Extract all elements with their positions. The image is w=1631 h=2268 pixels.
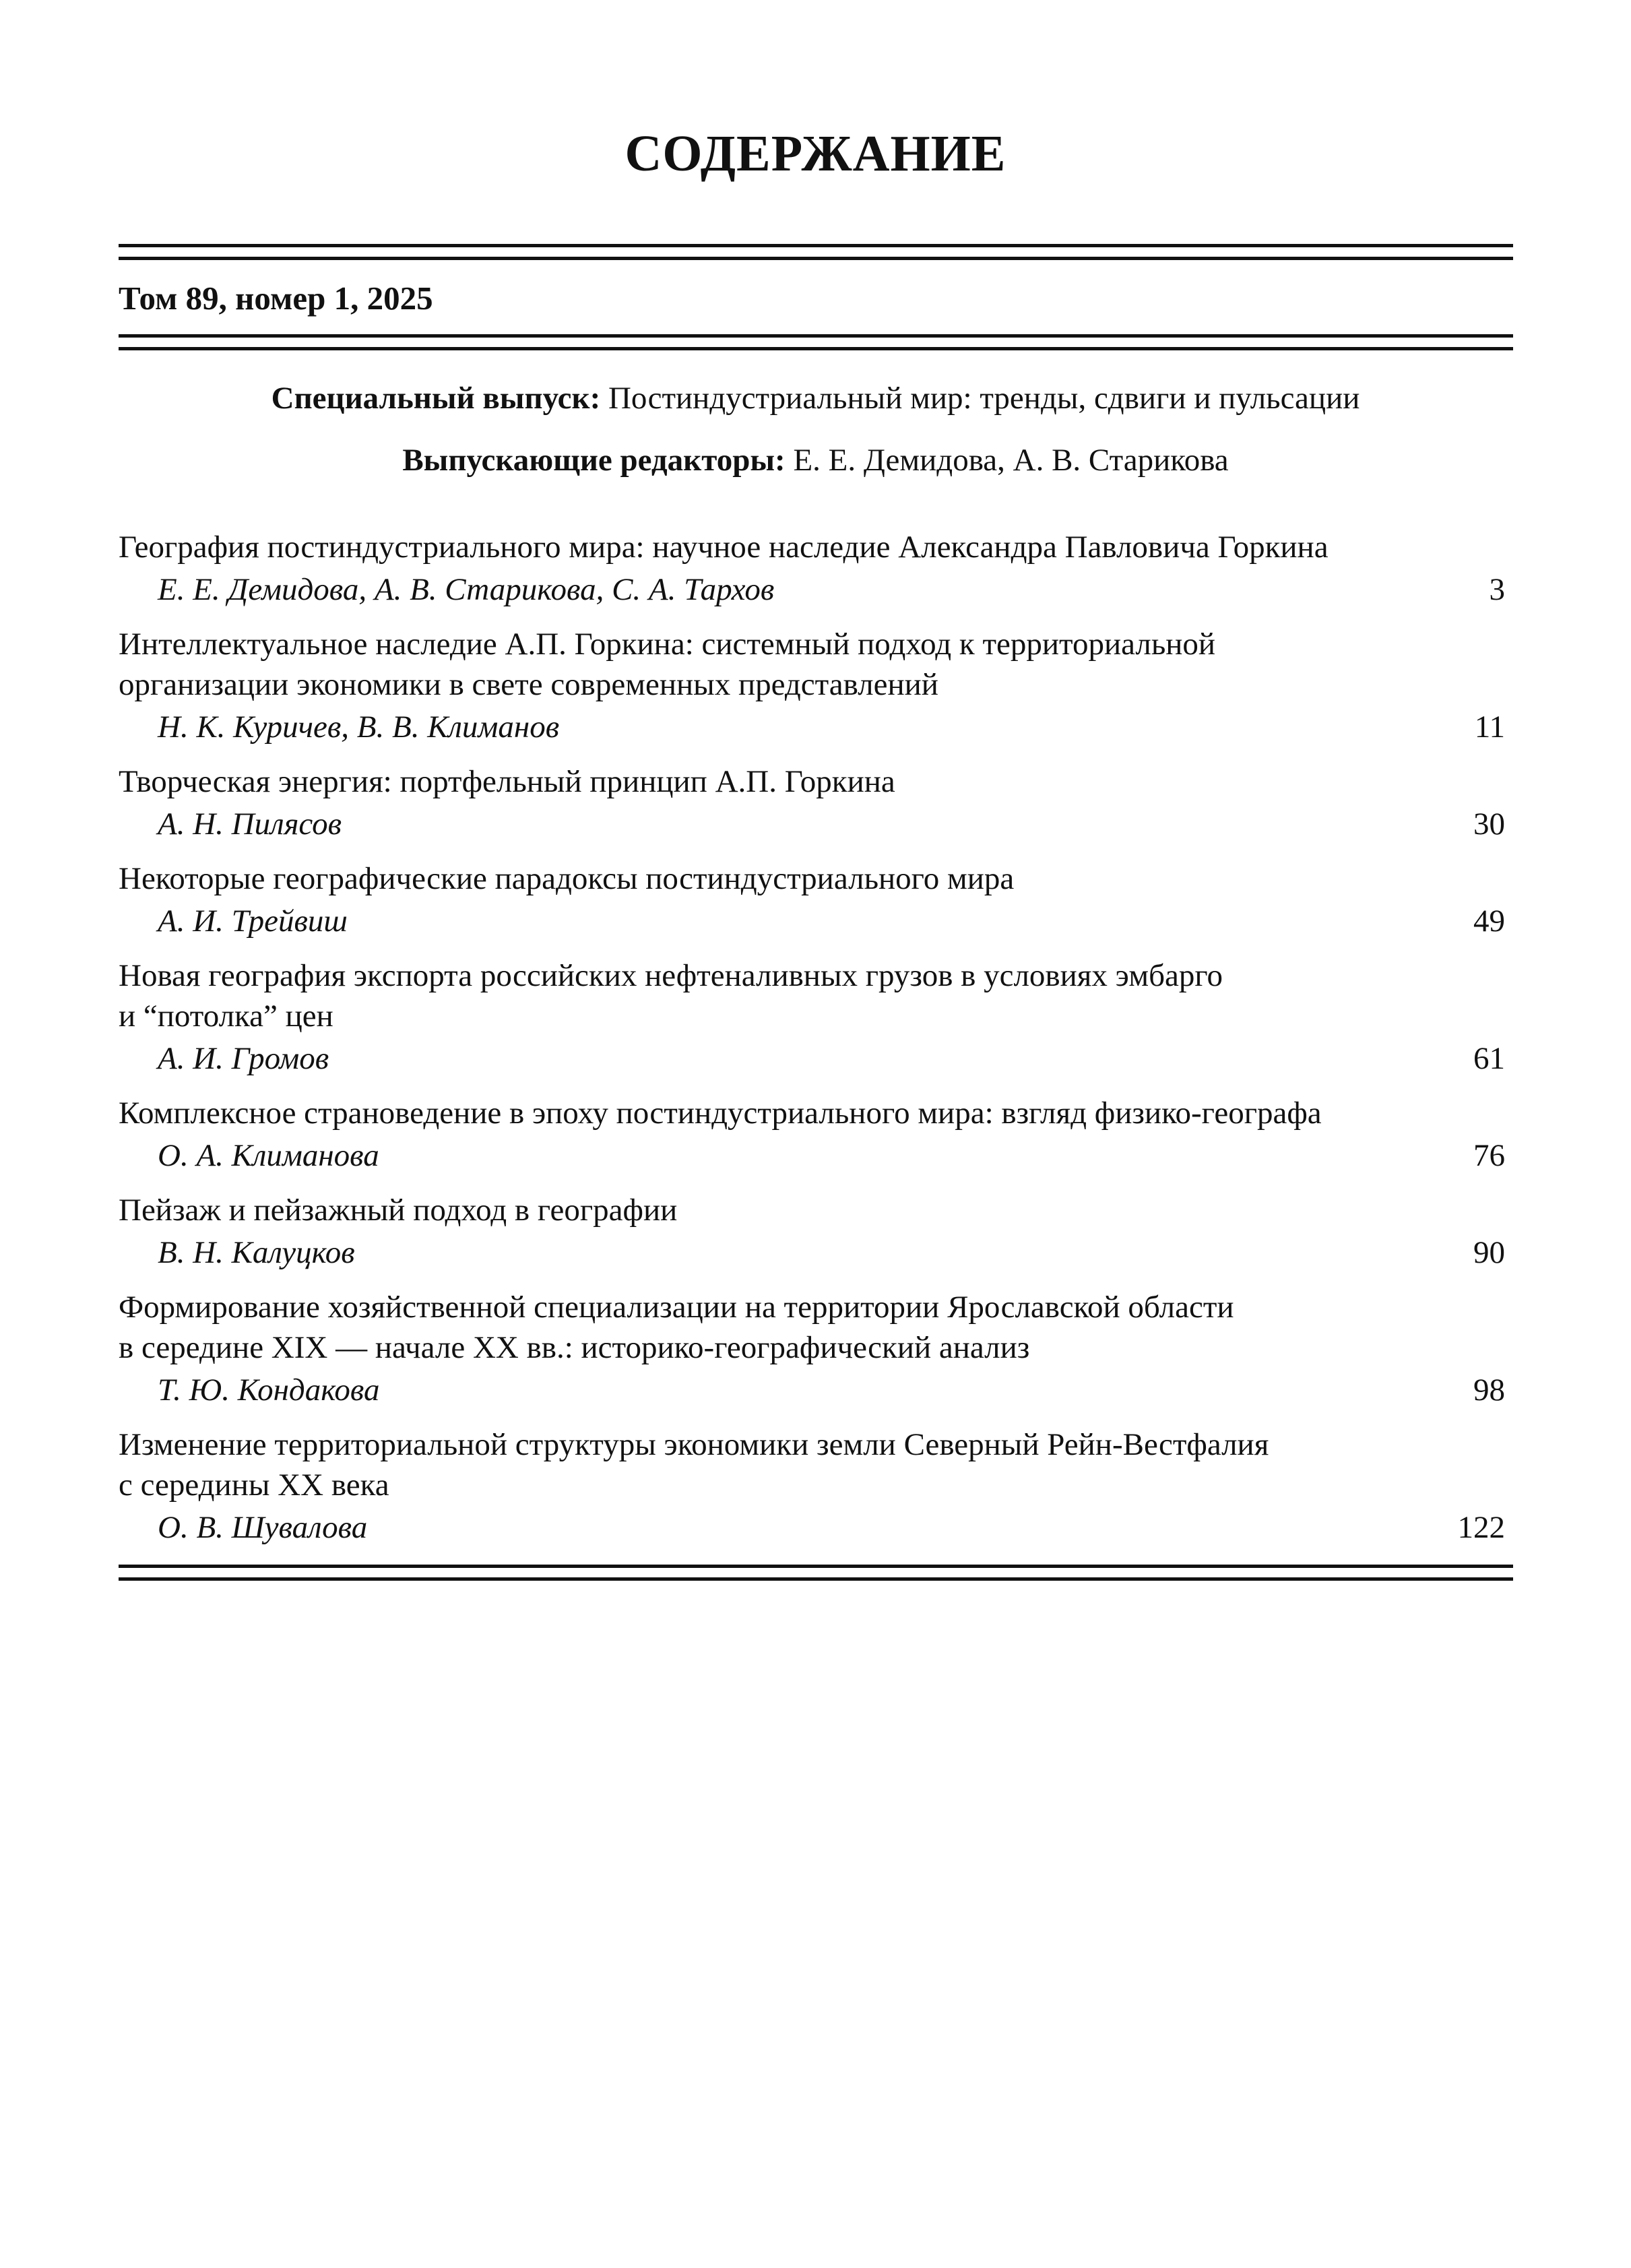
toc-entry-authors: В. Н. Калуцков [158, 1235, 355, 1270]
toc-entry-title: География постиндустриального мира: научное наследие Александра Павловича Горкина [119, 530, 1329, 565]
toc-entry-title: Интеллектуальное наследие А.П. Горкина: системный подход к территориальной [119, 627, 1216, 662]
toc-entry-authors: Н. К. Куричев, В. В. Климанов [158, 710, 560, 745]
editors-line [0, 437, 1631, 484]
toc-entry-authors: А. Н. Пилясов [158, 807, 342, 842]
toc-entry[interactable] [119, 527, 1513, 612]
toc-entry[interactable] [119, 1093, 1513, 1178]
toc-entry-page-number: 11 [1474, 710, 1505, 745]
toc-entry-title: с середины XX века [119, 1468, 389, 1503]
page-title: СОДЕРЖАНИЕ [625, 125, 1006, 182]
toc-entry-title: в середине XIX — начале XX вв.: историко-географический анализ [119, 1330, 1030, 1365]
toc-entry-page-number: 122 [1457, 1510, 1505, 1545]
toc-entry-title: Новая география экспорта российских нефтеналивных грузов в условиях эмбарго [119, 958, 1223, 993]
toc-entry[interactable] [119, 858, 1513, 943]
toc-entry-page-number: 98 [1473, 1373, 1505, 1408]
toc-entry-page-number: 90 [1473, 1235, 1505, 1270]
toc-entry-authors-row [119, 1036, 1513, 1081]
top-rule-upper [119, 244, 1513, 247]
toc-entry-authors: А. И. Громов [158, 1041, 329, 1076]
bottom-rule-upper [119, 1565, 1513, 1568]
toc-entry-title: организации экономики в свете современных представлений [119, 667, 938, 702]
toc-entry-title: Некоторые географические парадоксы постиндустриального мира [119, 861, 1015, 896]
toc-entry[interactable] [119, 624, 1513, 749]
toc-entry-authors-row [119, 567, 1513, 612]
toc-entry-authors: О. А. Климанова [158, 1138, 379, 1173]
toc-entry-title: Пейзаж и пейзажный подход в географии [119, 1193, 678, 1228]
toc-entry-authors-row [119, 1368, 1513, 1412]
toc-entry-authors-row [119, 1505, 1513, 1550]
toc-entry[interactable] [119, 1190, 1513, 1275]
toc-entry-page-number: 49 [1473, 904, 1505, 939]
table-of-contents [119, 527, 1513, 1562]
toc-entry-page-number: 61 [1473, 1041, 1505, 1076]
toc-entry-title: Изменение территориальной структуры экономики земли Северный Рейн-Вестфалия [119, 1427, 1269, 1462]
toc-entry-title: и “потолка” цен [119, 999, 333, 1034]
toc-entry-authors: А. И. Трейвиш [158, 904, 348, 939]
top-rule-lower [119, 257, 1513, 260]
toc-entry-title: Творческая энергия: портфельный принцип А.П. Горкина [119, 764, 895, 799]
editors-label: Выпускающие редакторы: [402, 443, 786, 478]
toc-entry-authors-row [119, 1133, 1513, 1178]
special-issue-line [0, 375, 1631, 422]
toc-entry-authors: О. В. Шувалова [158, 1510, 368, 1545]
special-issue-value: Постиндустриальный мир: тренды, сдвиги и пульсации [608, 381, 1360, 416]
toc-entry-title: Формирование хозяйственной специализации на территории Ярославской области [119, 1290, 1234, 1325]
toc-entry[interactable] [119, 1424, 1513, 1550]
toc-entry[interactable] [119, 761, 1513, 846]
toc-entry-authors: Е. Е. Демидова, А. В. Старикова, С. А. Тархов [158, 572, 775, 607]
toc-entry-page-number: 3 [1489, 572, 1505, 607]
toc-entry-page-number: 30 [1473, 807, 1505, 842]
toc-entry-title: Комплексное страноведение в эпоху постиндустриального мира: взгляд физико-географа [119, 1096, 1322, 1131]
toc-entry-authors-row [119, 899, 1513, 943]
editors-value: Е. Е. Демидова, А. В. Старикова [793, 443, 1229, 478]
special-issue-label: Специальный выпуск: [271, 381, 601, 416]
toc-entry[interactable] [119, 1287, 1513, 1412]
volume-line: Том 89, номер 1, 2025 [119, 280, 433, 317]
volume-rule-lower [119, 347, 1513, 350]
toc-entry-authors-row [119, 802, 1513, 846]
toc-entry-authors: Т. Ю. Кондакова [158, 1373, 380, 1408]
toc-entry-authors-row [119, 705, 1513, 749]
toc-entry-authors-row [119, 1230, 1513, 1275]
bottom-rule-lower [119, 1577, 1513, 1581]
volume-rule-upper [119, 334, 1513, 338]
toc-entry[interactable] [119, 955, 1513, 1081]
toc-entry-page-number: 76 [1473, 1138, 1505, 1173]
